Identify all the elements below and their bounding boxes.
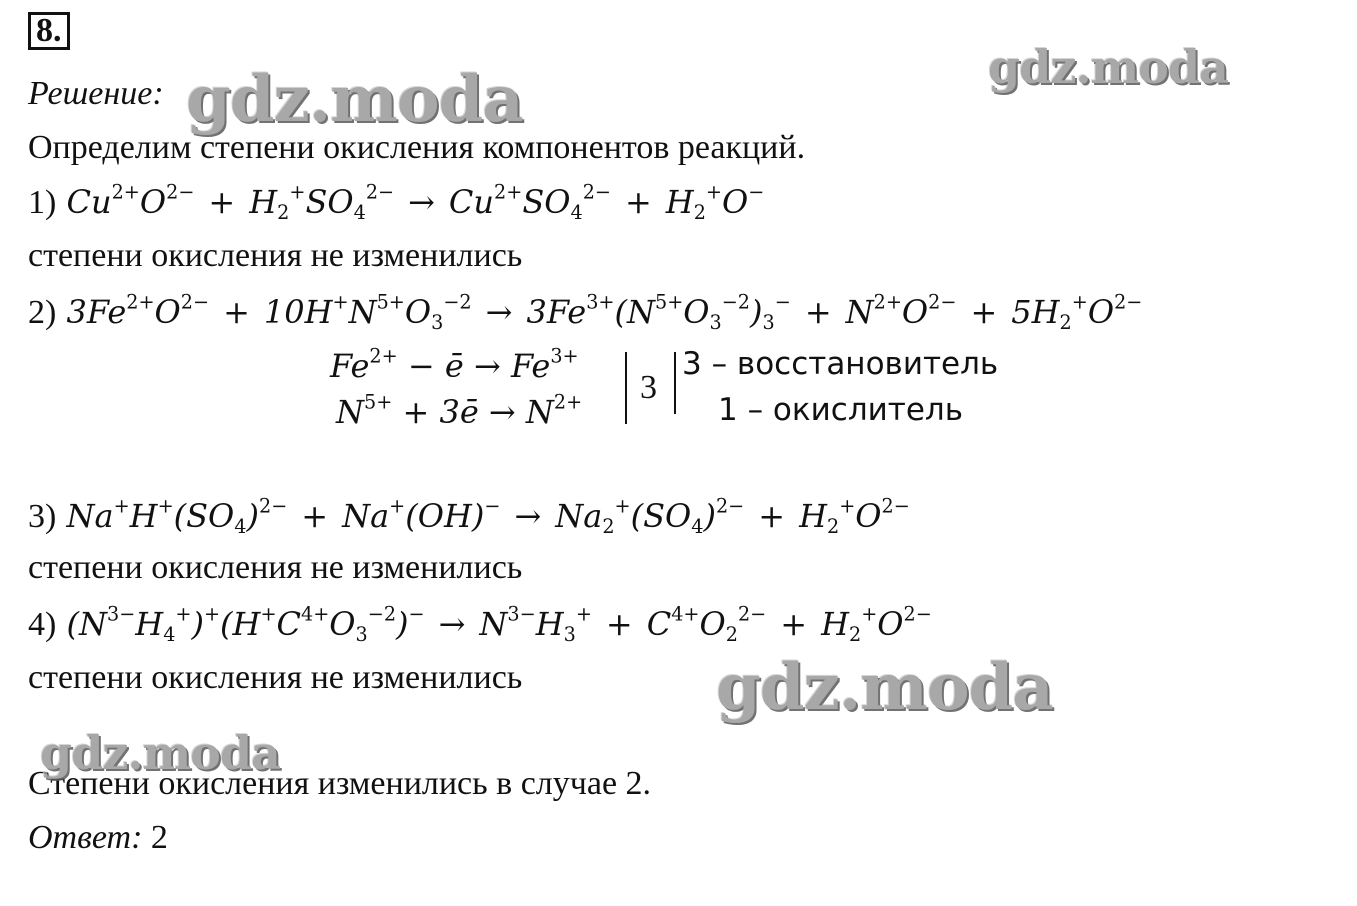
conclusion-text: Степени окисления изменились в случае 2. — [28, 765, 652, 802]
answer-label: Ответ: — [28, 819, 143, 856]
task-number-box — [28, 12, 70, 50]
reaction-3-note: степени окисления не изменились — [28, 549, 523, 586]
balance-fe: $Fe^{2+}$ − ē → $Fe^{3+}$ — [330, 344, 579, 385]
task-number-dot: . — [53, 12, 62, 49]
watermark-logo: gdz.moda — [988, 40, 1228, 94]
balance-n: $N^{5+}$ + 3ē → $N^{2+}$ — [336, 390, 583, 431]
balance-divider-left — [625, 352, 627, 424]
balance-reducer: 3 – восстановитель — [682, 346, 999, 382]
reaction-4: 4) $(N^{3-}H_4^+)^+(H^+C^{4+}O_3^{-2})^- \to N^{3-}H_3^+ + C^{4+}O_2^{2-} + H_2^+O^{2-}$ — [28, 602, 932, 646]
answer-value: 2 — [150, 819, 168, 856]
watermark-logo: gdz.moda — [716, 650, 1053, 725]
reaction-2-index: 2) — [28, 294, 57, 331]
reaction-1: 1) $Cu^{2+}O^{2-} + H_2^+SO_4^{2-} \to Cu^{2+}SO_4^{2-} + H_2^+O^-$ — [28, 180, 765, 224]
solution-label: Решение: — [28, 75, 164, 112]
answer-line — [28, 818, 168, 858]
reaction-3: 3) $Na^+H^+(SO_4)^{2-} + Na^+(OH)^- \to Na_2^+(SO_4)^{2-} + H_2^+O^{2-}$ — [28, 494, 910, 538]
balance-divider-right — [674, 352, 676, 414]
reaction-2: 2) $3Fe^{2+}O^{2-} + 10H^+N^{5+}O_3^{-2} \to 3Fe^{3+}(N^{5+}O_3^{-2})_3^- + N^{2+}O^{2-} + 5H_2^+O^{2-}$ — [28, 290, 1143, 334]
intro-text: Определим степени окисления компонентов реакций. — [28, 129, 806, 166]
reaction-1-index: 1) — [28, 184, 57, 221]
reaction-4-index: 4) — [28, 606, 57, 643]
reaction-4-note: степени окисления не изменились — [28, 659, 523, 696]
balance-oxidizer: 1 – окислитель — [718, 392, 963, 428]
watermark-logo: gdz.moda — [40, 726, 280, 780]
balance-multiplier: 3 — [640, 369, 657, 406]
reaction-1-note: степени окисления не изменились — [28, 237, 523, 274]
watermark-logo: gdz.moda — [186, 62, 523, 137]
task-number: 8 — [36, 12, 53, 49]
reaction-3-index: 3) — [28, 498, 57, 535]
